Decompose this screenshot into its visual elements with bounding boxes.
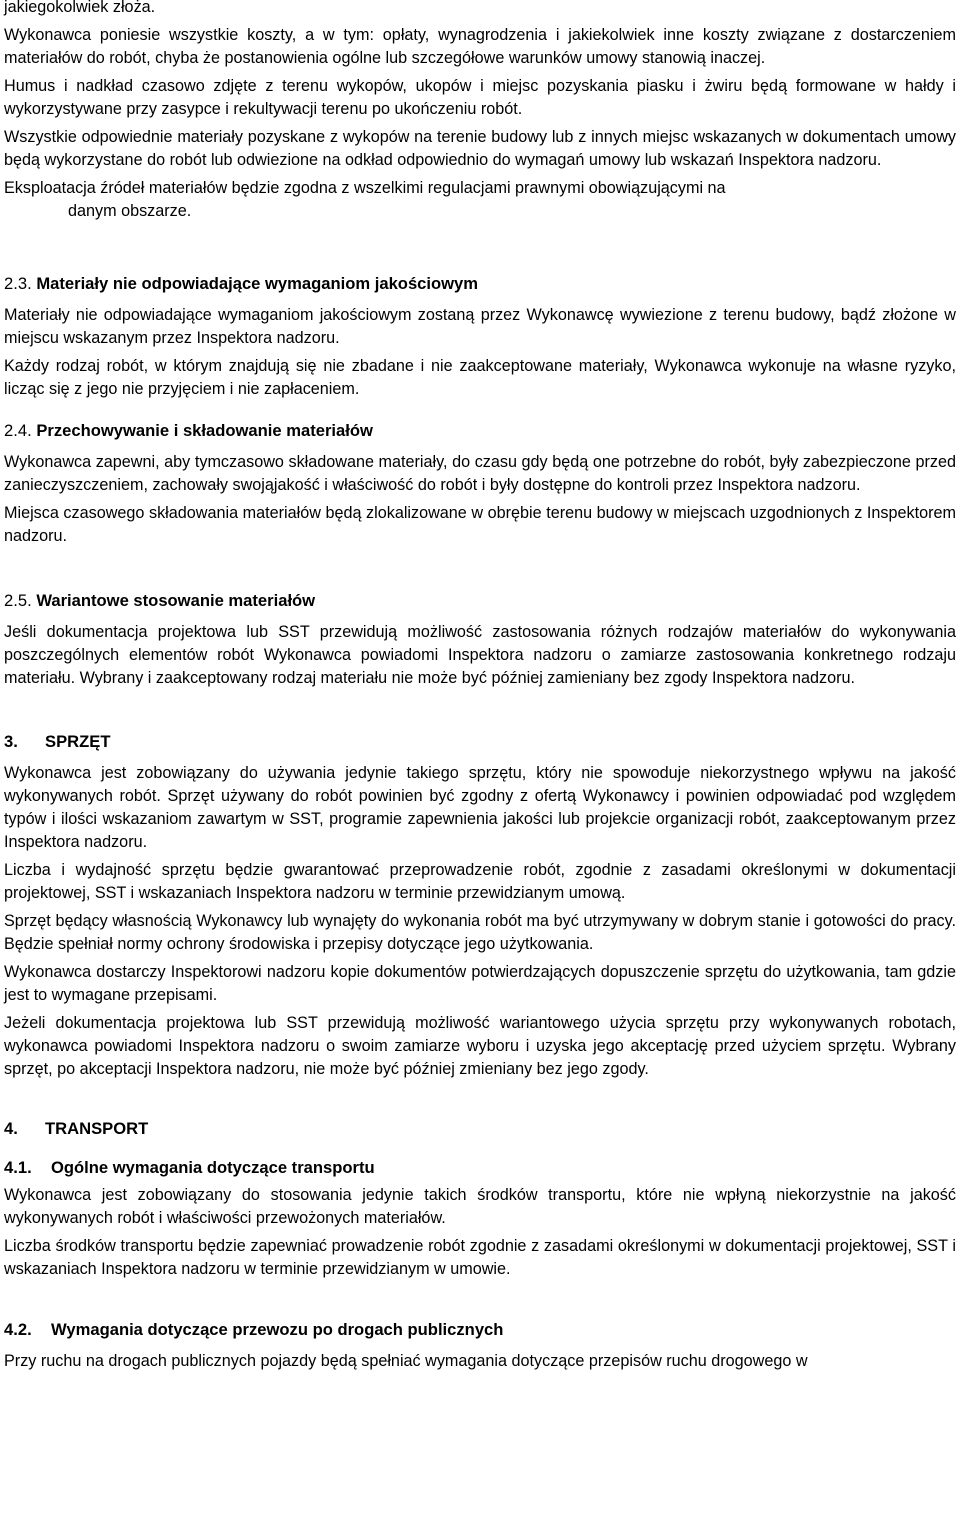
paragraph-costs: Wykonawca poniesie wszystkie koszty, a w tym: opłaty, wynagrodzenia i jakiekolwiek inne koszty związane z dostarczeniem materiałów do robót, chyba że postanowienia ogólne lub szczegółowe warunków umowy stanowią inaczej. — [4, 26, 956, 67]
paragraph-excavated-materials: Wszystkie odpowiednie materiały pozyskane z wykopów na terenie budowy lub z innych miejsc wskazanych w dokumentach umowy będą wykorzystane do robót lub odwiezione na odkład odpowiednio do wymagań umowy lub wskazań Inspektora nadzoru. — [4, 128, 956, 169]
paragraph-storage: Wykonawca zapewni, aby tymczasowo składowane materiały, do czasu gdy będą one potrzebne do robót, były zabezpieczone przed zanieczyszczeniem, zachowały swojąjakość i właściwość do robót i były dostępne do kontroli przez Inspektora nadzoru. — [4, 453, 956, 494]
section-number: 4. — [4, 1119, 18, 1138]
section-title: Ogólne wymagania dotyczące transportu — [51, 1158, 375, 1177]
section-number: 4.1. — [4, 1158, 32, 1177]
paragraph-exploitation: Eksploatacja źródeł materiałów będzie zgodna z wszelkimi regulacjami prawnymi obowiązującymi na — [4, 179, 726, 197]
paragraph-variant-materials: Jeśli dokumentacja projektowa lub SST przewidują możliwość zastosowania różnych rodzajów materiałów do wykonywania poszczególnych elementów robót Wykonawca powiadomi Inspektora nadzoru o zamiarze zastosowania konkretnego rodzaju materiału. Wybrany i zaakceptowany rodzaj materiału nie może być później zamieniany bez zgody Inspektora nadzoru. — [4, 623, 956, 687]
section-title: SPRZĘT — [45, 732, 111, 751]
paragraph-transport-means: Wykonawca jest zobowiązany do stosowania jedynie takich środków transportu, które nie wpłyną niekorzystnie na jakość wykonywanych robót i właściwości przewożonych materiałów. — [4, 1186, 956, 1227]
section-title: Wariantowe stosowanie materiałów — [36, 591, 316, 610]
section-title: Materiały nie odpowiadające wymaganiom jakościowym — [36, 274, 479, 293]
section-heading-2-3 — [4, 272, 956, 295]
paragraph-equipment-documents: Wykonawca dostarczy Inspektorowi nadzoru kopie dokumentów potwierdzających dopuszczenie sprzętu do użytkowania, tam gdzie jest to wymagane przepisami. — [4, 963, 956, 1004]
paragraph-humus: Humus i nadkład czasowo zdjęte z terenu wykopów, ukopów i miejsc pozyskania piasku i żwiru będą formowane w hałdy i wykorzystywane przy zasypce i rekultywacji terenu po ukończeniu robót. — [4, 77, 956, 118]
section-number: 2.4. — [4, 421, 32, 440]
section-heading-4 — [4, 1117, 956, 1140]
section-number: 3. — [4, 732, 18, 751]
paragraph-public-roads: Przy ruchu na drogach publicznych pojazdy będą spełniać wymagania dotyczące przepisów ruchu drogowego w — [4, 1352, 808, 1370]
paragraph-transport-count: Liczba środków transportu będzie zapewniać prowadzenie robót zgodnie z zasadami określonymi w dokumentacji projektowej, SST i wskazaniach Inspektora nadzoru w terminie przewidzianym w umowie. — [4, 1237, 956, 1278]
paragraph-continuation: jakiegokolwiek złoża. — [4, 0, 156, 16]
section-heading-2-5 — [4, 589, 956, 612]
section-title: TRANSPORT — [45, 1119, 149, 1138]
paragraph-exploitation-continued: danym obszarze. — [68, 202, 192, 220]
paragraph-equipment-count: Liczba i wydajność sprzętu będzie gwarantować przeprowadzenie robót, zgodnie z zasadami określonymi w dokumentacji projektowej, SST i wskazaniach Inspektora nadzoru w terminie przewidzianym umową. — [4, 861, 956, 902]
section-title: Przechowywanie i składowanie materiałów — [36, 421, 373, 440]
section-number: 2.3. — [4, 274, 32, 293]
paragraph-equipment: Wykonawca jest zobowiązany do używania jedynie takiego sprzętu, który nie spowoduje niekorzystnego wpływu na jakość wykonywanych robót. Sprzęt używany do robót powinien być zgodny z ofertą Wykonawcy i powinien odpowiadać pod względem typów i ilości wskazaniom zawartym w SST, programie zapewnienia jakości lub projekcie organizacji robót, zaakceptowanym przez Inspektora nadzoru. — [4, 764, 956, 851]
paragraph-contractor-risk: Każdy rodzaj robót, w którym znajdują się nie zbadane i nie zaakceptowane materiały, Wykonawca wykonuje na własne ryzyko, licząc się z jego nie przyjęciem i nie zapłaceniem. — [4, 357, 956, 398]
paragraph-rejected-materials: Materiały nie odpowiadające wymaganiom jakościowym zostaną przez Wykonawcę wywiezione z terenu budowy, bądź złożone w miejscu wskazanym przez Inspektora nadzoru. — [4, 306, 956, 347]
section-heading-4-2 — [4, 1318, 956, 1341]
paragraph-equipment-condition: Sprzęt będący własnością Wykonawcy lub wynajęty do wykonania robót ma być utrzymywany w dobrym stanie i gotowości do pracy. Będzie spełniał normy ochrony środowiska i przepisy dotyczące jego użytkowania. — [4, 912, 956, 953]
section-number: 4.2. — [4, 1320, 32, 1339]
paragraph-equipment-variant: Jeżeli dokumentacja projektowa lub SST przewidują możliwość wariantowego użycia sprzętu przy wykonywanych robotach, wykonawca powiadomi Inspektora nadzoru o swoim zamiarze wyboru i uzyska jego akceptację przed użyciem sprzętu. Wybrany sprzęt, po akceptacji Inspektora nadzoru, nie może być później zmieniany bez jego zgody. — [4, 1014, 956, 1078]
section-heading-4-1 — [4, 1156, 956, 1179]
section-title: Wymagania dotyczące przewozu po drogach publicznych — [51, 1320, 504, 1339]
section-heading-3 — [4, 730, 956, 753]
section-number: 2.5. — [4, 591, 32, 610]
section-heading-2-4 — [4, 419, 956, 442]
paragraph-storage-places: Miejsca czasowego składowania materiałów będą zlokalizowane w obrębie terenu budowy w miejscach uzgodnionych z Inspektorem nadzoru. — [4, 504, 956, 545]
